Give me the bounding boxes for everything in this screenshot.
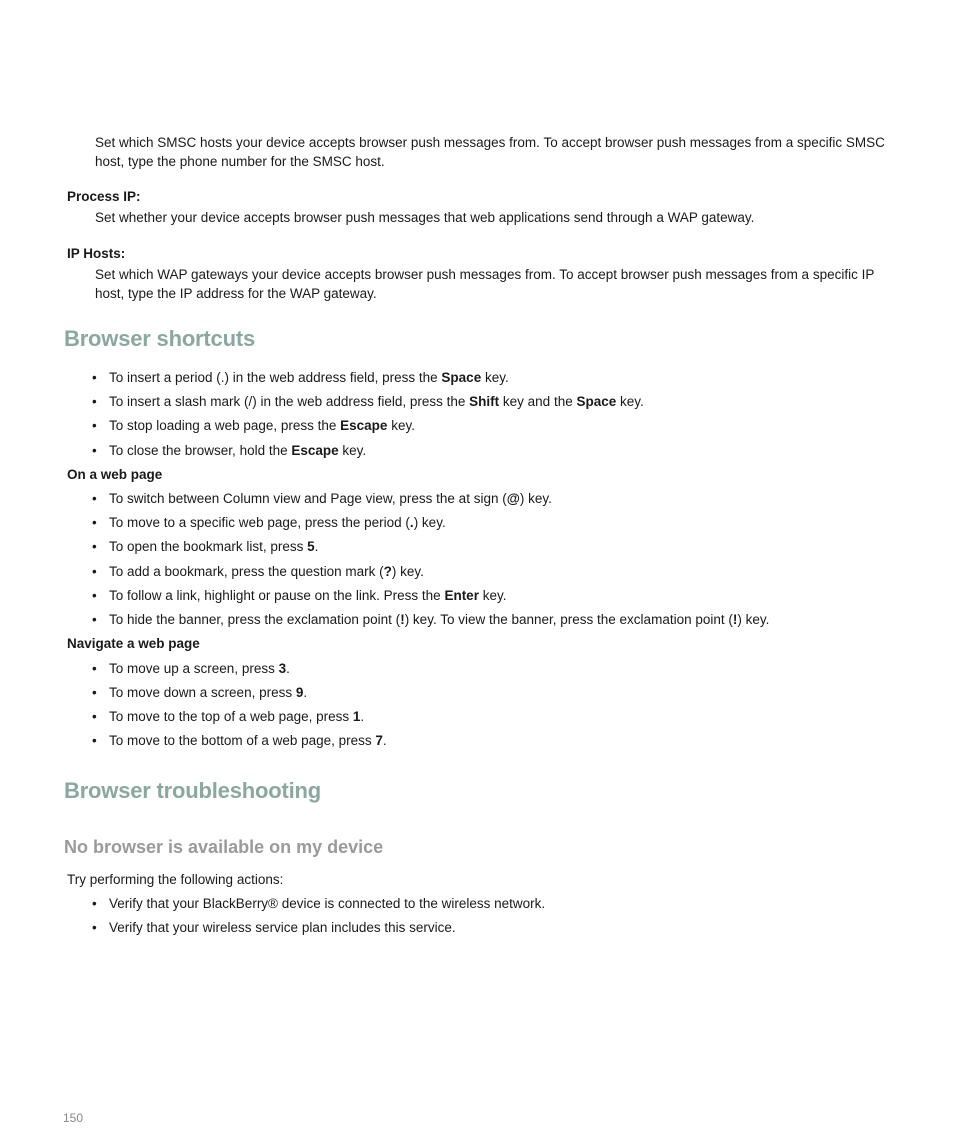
ip-hosts-term: IP Hosts: (67, 246, 126, 261)
list-item: • To switch between Column view and Page view, press the at sign (@) key. (92, 491, 552, 506)
list-item: • To move to a specific web page, press the period (.) key. (92, 515, 446, 530)
bullet-icon: • (92, 733, 97, 748)
bullet-icon: • (92, 896, 97, 911)
bullet-icon: • (92, 539, 97, 554)
troubleshooting-intro: Try performing the following actions: (67, 872, 284, 887)
list-item: • To open the bookmark list, press 5. (92, 539, 319, 554)
bullet-icon: • (92, 920, 97, 935)
bullet-icon: • (92, 370, 97, 385)
bullet-icon: • (92, 394, 97, 409)
bullet-icon: • (92, 443, 97, 458)
subheading-navigate-a-web-page: Navigate a web page (67, 636, 200, 651)
bullet-icon: • (92, 515, 97, 530)
bullet-icon: • (92, 685, 97, 700)
list-item: • To move up a screen, press 3. (92, 661, 290, 676)
list-item: • To hide the banner, press the exclamation point (!) key. To view the banner, press the exclamation point (!) key. (92, 612, 770, 627)
list-item: • Verify that your wireless service plan includes this service. (92, 920, 456, 935)
bullet-icon: • (92, 661, 97, 676)
list-item: • To follow a link, highlight or pause on the link. Press the Enter key. (92, 588, 507, 603)
list-item: • Verify that your BlackBerry® device is connected to the wireless network. (92, 896, 546, 911)
list-item: • To close the browser, hold the Escape key. (92, 443, 367, 458)
bullet-icon: • (92, 709, 97, 724)
subheading-no-browser: No browser is available on my device (64, 837, 384, 857)
list-item: • To insert a slash mark (/) in the web address field, press the Shift key and the Space key. (92, 394, 644, 409)
ip-hosts-description: Set which WAP gateways your device accepts browser push messages from. To accept browser push messages from a specific IP host, type the IP address for the WAP gateway. (95, 267, 875, 301)
heading-browser-troubleshooting: Browser troubleshooting (64, 778, 321, 803)
list-item: • To insert a period (.) in the web address field, press the Space key. (92, 370, 509, 385)
smsc-description: Set which SMSC hosts your device accepts browser push messages from. To accept browser push messages from a specific SMSC host, type the phone number for the SMSC host. (95, 135, 885, 169)
list-item: • To move to the bottom of a web page, press 7. (92, 733, 387, 748)
bullet-icon: • (92, 491, 97, 506)
bullet-icon: • (92, 612, 97, 627)
list-item: • To move to the top of a web page, press 1. (92, 709, 365, 724)
subheading-on-a-web-page: On a web page (67, 467, 163, 482)
process-ip-term: Process IP: (67, 189, 141, 204)
bullet-icon: • (92, 418, 97, 433)
heading-browser-shortcuts: Browser shortcuts (64, 326, 255, 351)
page-number: 150 (63, 1111, 84, 1125)
list-item: • To move down a screen, press 9. (92, 685, 308, 700)
bullet-icon: • (92, 588, 97, 603)
process-ip-description: Set whether your device accepts browser push messages that web applications send through a WAP gateway. (95, 210, 755, 225)
bullet-icon: • (92, 564, 97, 579)
list-item: • To add a bookmark, press the question mark (?) key. (92, 564, 424, 579)
list-item: • To stop loading a web page, press the Escape key. (92, 418, 415, 433)
